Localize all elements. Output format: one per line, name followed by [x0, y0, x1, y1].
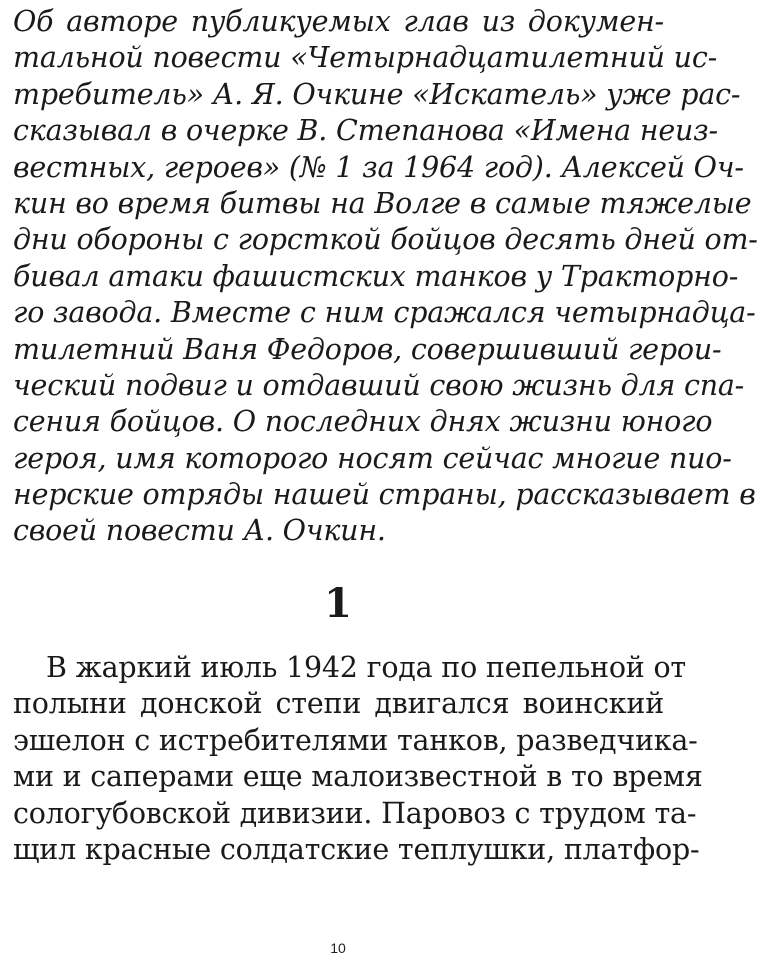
body-line: полыни донской степи двигался воинский	[13, 687, 664, 721]
body-line: ми и саперами еще малоизвестной в то время	[13, 760, 703, 794]
body-line: щил красные солдатские теплушки, платфор-	[13, 832, 700, 866]
body-line: сологубовской дивизии. Паровоз с трудом та-	[13, 796, 697, 830]
intro-line: требитель» А. Я. Очкине «Искатель» уже рас-	[13, 77, 741, 111]
intro-line: героя, имя которого носят сейчас многие пио-	[13, 441, 732, 475]
intro-line: тальной повести «Четырнадцатилетний ис-	[13, 41, 718, 75]
intro-line: сения бойцов. О последних днях жизни юного	[13, 405, 713, 439]
intro-paragraph	[13, 4, 758, 550]
intro-line: кин во время битвы на Волге в самые тяжелые	[13, 186, 752, 220]
page-number: 10	[330, 940, 346, 956]
intro-line: своей повести А. Очкин.	[13, 514, 386, 548]
body-line: эшелон с истребителями танков, разведчика-	[13, 723, 698, 757]
intro-line: ческий подвиг и отдавший свою жизнь для спа-	[13, 368, 745, 402]
chapter-text	[13, 650, 703, 868]
intro-line: Об авторе публикуемых глав из докумен-	[13, 5, 664, 38]
intro-line: го завода. Вместе с ним сражался четырнадца-	[13, 296, 756, 330]
intro-line: тилетний Ваня Федоров, совершивший герои-	[13, 332, 722, 366]
intro-line: дни обороны с горсткой бойцов десять дней от-	[13, 223, 758, 257]
body-line: В жаркий июль 1942 года по пепельной от	[46, 651, 686, 684]
intro-line: бивал атаки фашистских танков у Тракторно-	[13, 259, 739, 293]
chapter-number: 1	[324, 580, 352, 627]
intro-line: сказывал в очерке В. Степанова «Имена неиз-	[13, 114, 718, 148]
intro-line: вестных, героев» (№ 1 за 1964 год). Алексей Оч-	[13, 150, 744, 184]
intro-line: нерские отряды нашей страны, рассказывает в	[13, 478, 756, 512]
